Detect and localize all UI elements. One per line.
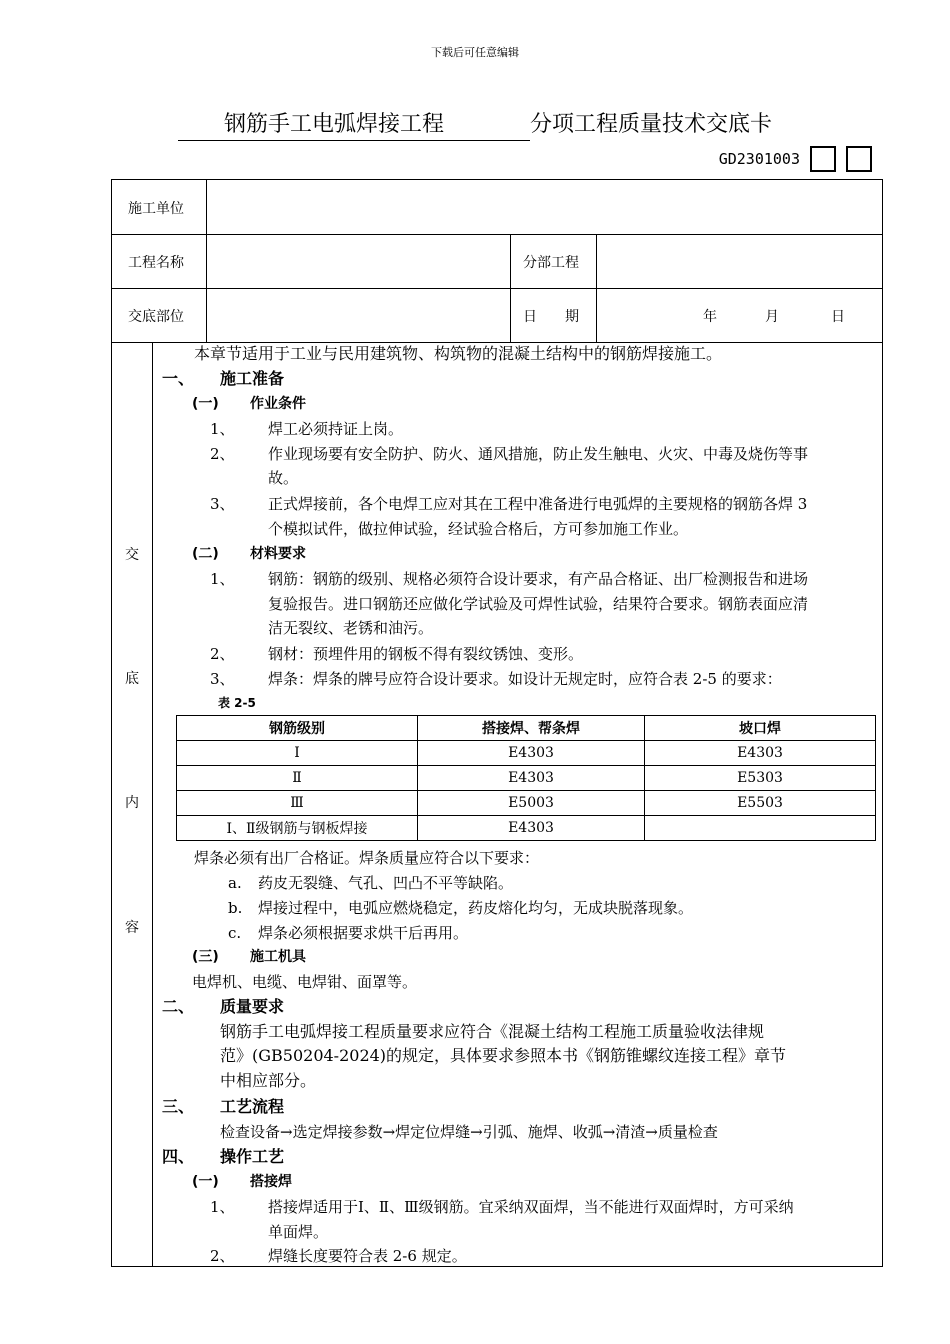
table-cell: Ⅲ	[177, 791, 418, 816]
table-cell	[645, 816, 876, 841]
date-month: 月	[765, 309, 779, 325]
table-row	[177, 816, 876, 841]
paragraph: 钢筋手工电弧焊接工程质量要求应符合《混凝土结构工程施工质量验收法律规	[220, 1022, 765, 1041]
table-cell: Ⅰ	[177, 741, 418, 766]
list-item: 2、 钢材：预埋件用的钢板不得有裂纹锈蚀、变形。	[210, 645, 584, 663]
unit-label: 施工单位	[128, 201, 184, 217]
list-item: 1、 钢筋：钢筋的级别、规格必须符合设计要求，有产品合格证、出厂检测报告和进场	[210, 570, 809, 588]
title-project: 钢筋手工电弧焊接工程	[223, 112, 444, 137]
checkbox-2[interactable]	[846, 146, 872, 172]
table-cell: Ⅰ、Ⅱ级钢筋与钢板焊接	[177, 816, 418, 841]
table-row	[177, 766, 876, 791]
table-caption: 表 2-5	[218, 696, 256, 710]
checkbox-1[interactable]	[810, 146, 836, 172]
list-item: c. 焊条必须根据要求烘干后再用。	[228, 924, 469, 942]
electrode-table	[176, 715, 876, 841]
list-item: 2、 焊缝长度要符合表 2-6 规定。	[210, 1247, 467, 1264]
paragraph: 检查设备→选定焊接参数→焊定位焊缝→引弧、施焊、收弧→清渣→质量检查	[220, 1123, 718, 1141]
handover-part-label: 交底部位	[128, 309, 184, 325]
side-label-char: 交	[125, 547, 139, 563]
side-label-char: 底	[125, 671, 139, 687]
side-label-char: 内	[125, 795, 139, 811]
table-cell: E4303	[418, 766, 645, 791]
col-divider	[596, 234, 597, 342]
page-title	[178, 107, 772, 141]
intro-text: 本章节适用于工业与民用建筑物、构筑物的混凝土结构中的钢筋焊接施工。	[194, 344, 723, 363]
subsection-heading: (一) 搭接焊	[192, 1174, 292, 1190]
list-item: 2、 作业现场要有安全防护、防火、通风措施，防止发生触电、火灾、中毒及烧伤等事	[210, 445, 809, 463]
handover-content	[152, 342, 882, 1264]
list-item-cont: 个模拟试件，做拉伸试验，经试验合格后，方可参加施工作业。	[268, 520, 689, 538]
col-divider	[510, 234, 511, 342]
date-label: 日 期	[523, 309, 579, 325]
section-heading-4: 四、 操作工艺	[162, 1147, 285, 1166]
table-header: 搭接焊、帮条焊	[418, 716, 645, 741]
date-year: 年	[703, 309, 717, 325]
table-cell: E4303	[418, 816, 645, 841]
header-note: 下载后可任意编辑	[431, 46, 519, 59]
table-cell: E5003	[418, 791, 645, 816]
title-suffix: 分项工程质量技术交底卡	[530, 112, 773, 137]
subsection-heading: (二) 材料要求	[192, 546, 306, 562]
table-header-row	[177, 716, 876, 741]
section-heading-3: 三、 工艺流程	[162, 1097, 285, 1116]
row-divider	[112, 234, 882, 235]
paragraph: 中相应部分。	[220, 1071, 317, 1090]
table-row	[177, 741, 876, 766]
table-cell: E4303	[645, 741, 876, 766]
list-item: a. 药皮无裂缝、气孔、凹凸不平等缺陷。	[228, 874, 514, 892]
sub-project-label: 分部工程	[523, 255, 579, 271]
table-header: 坡口焊	[645, 716, 876, 741]
doc-code: GD2301003	[718, 150, 800, 168]
list-item-cont: 故。	[268, 469, 299, 487]
table-cell: E5303	[645, 766, 876, 791]
table-header: 钢筋级别	[177, 716, 418, 741]
subsection-heading: (一) 作业条件	[192, 396, 306, 412]
list-item: b. 焊接过程中，电弧应燃烧稳定，药皮熔化均匀，无成块脱落现象。	[228, 899, 694, 917]
paragraph: 焊条必须有出厂合格证。焊条质量应符合以下要求：	[194, 849, 540, 867]
list-item-cont: 复验报告。进口钢筋还应做化学试验及可焊性试验，结果符合要求。钢筋表面应清	[268, 595, 809, 613]
title-project-underlined	[178, 107, 530, 141]
list-item: 3、 正式焊接前，各个电焊工应对其在工程中准备进行电弧焊的主要规格的钢筋各焊 3	[210, 495, 808, 513]
doc-code-row	[719, 146, 872, 172]
subsection-heading: (三) 施工机具	[192, 949, 306, 965]
list-item: 1、 焊工必须持证上岗。	[210, 420, 404, 438]
list-item-cont: 洁无裂纹、老锈和油污。	[268, 619, 434, 637]
paragraph: 电焊机、电缆、电焊钳、面罩等。	[192, 973, 418, 991]
table-row	[177, 791, 876, 816]
col-divider	[206, 180, 207, 342]
section-heading-2: 二、 质量要求	[162, 997, 285, 1016]
form-frame	[111, 179, 883, 1267]
paragraph: 范》(GB50204-2024)的规定，具体要求参照本书《钢筋锥螺纹连接工程》章节	[220, 1046, 787, 1065]
row-divider	[112, 288, 882, 289]
table-cell: E4303	[418, 741, 645, 766]
side-label-char: 容	[125, 920, 139, 936]
list-item-cont: 单面焊。	[268, 1223, 329, 1241]
section-heading-1: 一、 施工准备	[162, 369, 285, 388]
table-cell: E5503	[645, 791, 876, 816]
date-day: 日	[831, 309, 845, 325]
list-item: 3、 焊条：焊条的牌号应符合设计要求。如设计无规定时，应符合表 2-5 的要求：	[210, 670, 782, 688]
project-name-label: 工程名称	[128, 255, 184, 271]
list-item: 1、 搭接焊适用于Ⅰ、Ⅱ、Ⅲ级钢筋。宜采纳双面焊，当不能进行双面焊时，方可采纳	[210, 1198, 794, 1216]
table-cell: Ⅱ	[177, 766, 418, 791]
